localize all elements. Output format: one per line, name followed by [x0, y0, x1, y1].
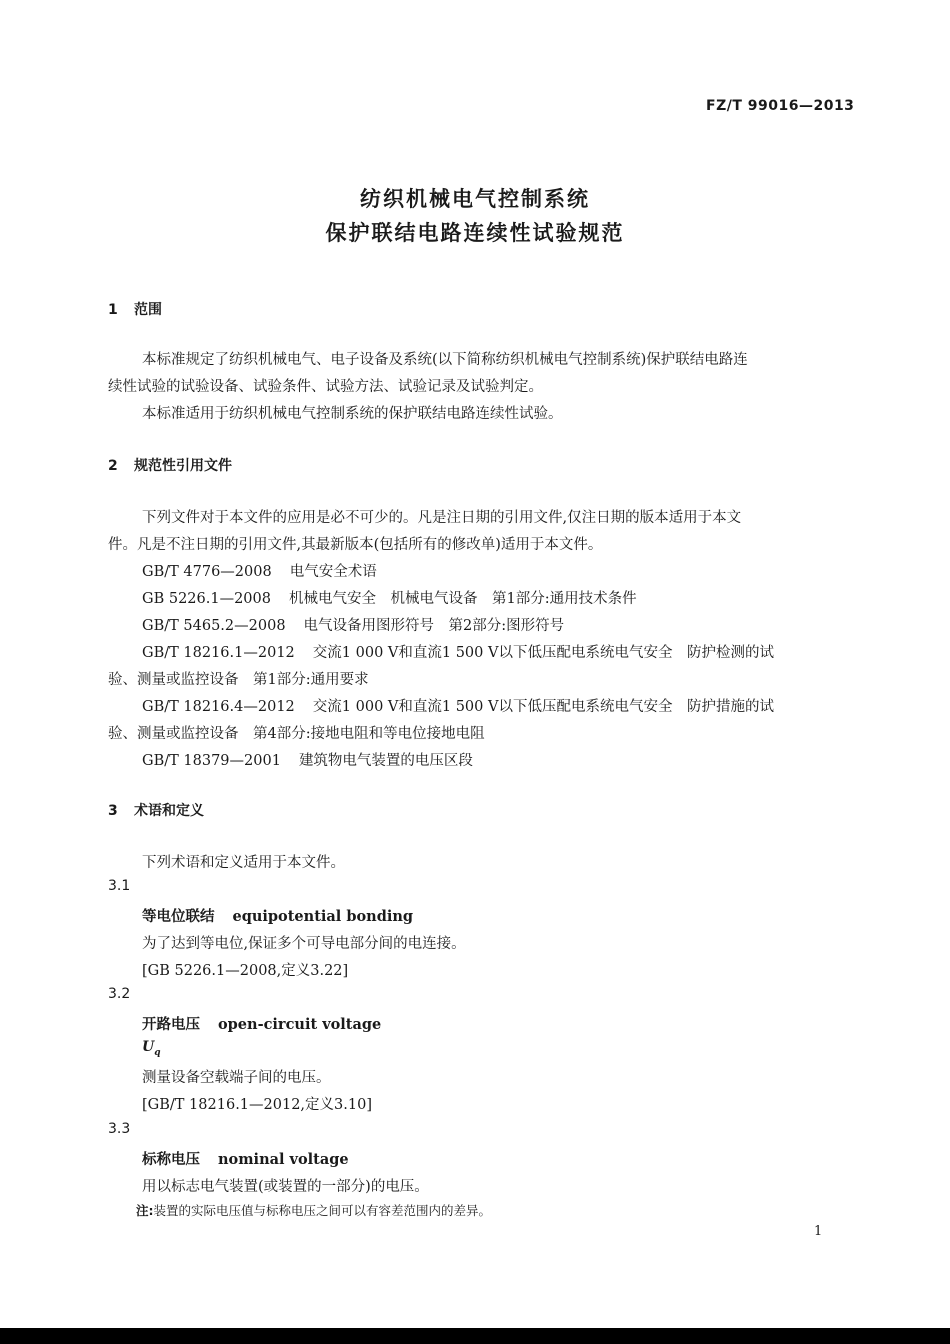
reference-item: [142, 641, 774, 662]
document-title-line-1: 纺织机械电气控制系统: [360, 187, 590, 211]
paragraph-line: 下列文件对于本文件的应用是必不可少的。凡是注日期的引用文件,仅注日期的版本适用于本文: [142, 510, 742, 526]
term-source: [GB 5226.1—2008,定义3.22]: [142, 963, 349, 979]
term-definition: 为了达到等电位,保证多个可导电部分间的电连接。: [142, 936, 466, 952]
reference-code: GB/T 18216.4—2012: [142, 699, 295, 715]
term-chinese: 开路电压: [142, 1017, 200, 1033]
term-english: nominal voltage: [218, 1151, 349, 1168]
section-3-heading: [108, 800, 204, 820]
reference-title: 建筑物电气装置的电压区段: [298, 753, 473, 769]
reference-title: 机械电气安全 机械电气设备 第1部分:通用技术条件: [289, 591, 637, 607]
reference-item: [142, 614, 564, 635]
section-title: 范围: [134, 302, 162, 318]
symbol-letter: U: [142, 1039, 155, 1055]
section-number: 1: [108, 302, 118, 318]
term-number: 3.3: [108, 1121, 131, 1137]
paragraph-line: 本标准规定了纺织机械电气、电子设备及系统(以下简称纺织机械电气控制系统)保护联结电路连: [142, 352, 748, 368]
reference-item: [142, 560, 377, 581]
paragraph-line: 件。凡是不注日期的引用文件,其最新版本(包括所有的修改单)适用于本文件。: [108, 537, 603, 553]
symbol-subscript: q: [154, 1047, 161, 1058]
section-1-heading: [108, 299, 162, 319]
reference-item: [142, 587, 637, 608]
term-definition: 用以标志电气装置(或装置的一部分)的电压。: [142, 1179, 429, 1195]
reference-code: GB 5226.1—2008: [142, 591, 271, 607]
note-text: 装置的实际电压值与标称电压之间可以有容差范围内的差异。: [153, 1203, 492, 1218]
term-heading: [142, 1148, 349, 1169]
page-number: 1: [814, 1224, 823, 1239]
reference-code: GB/T 5465.2—2008: [142, 618, 286, 634]
term-heading: [142, 905, 413, 926]
reference-continuation: 验、测量或监控设备 第1部分:通用要求: [108, 672, 369, 688]
reference-item: [142, 695, 774, 716]
paragraph-line: 本标准适用于纺织机械电气控制系统的保护联结电路连续性试验。: [142, 406, 563, 422]
document-title-line-2: 保护联结电路连续性试验规范: [325, 221, 625, 245]
term-english: open-circuit voltage: [218, 1016, 382, 1033]
section-number: 2: [108, 458, 118, 474]
term-symbol: [142, 1039, 161, 1058]
note-label: 注:: [136, 1203, 154, 1218]
reference-code: GB/T 4776—2008: [142, 564, 272, 580]
section-2-heading: [108, 455, 232, 475]
reference-title: 交流1 000 V和直流1 500 V以下低压配电系统电气安全 防护检测的试: [312, 645, 774, 661]
reference-title: 电气设备用图形符号 第2部分:图形符号: [303, 618, 565, 634]
term-number: 3.2: [108, 986, 131, 1002]
reference-title: 电气安全术语: [289, 564, 377, 580]
term-chinese: 标称电压: [142, 1152, 200, 1168]
paragraph-line: 下列术语和定义适用于本文件。: [142, 855, 345, 871]
reference-code: GB/T 18216.1—2012: [142, 645, 295, 661]
term-definition: 测量设备空载端子间的电压。: [142, 1070, 331, 1086]
reference-continuation: 验、测量或监控设备 第4部分:接地电阻和等电位接地电阻: [108, 726, 485, 742]
reference-code: GB/T 18379—2001: [142, 753, 281, 769]
term-english: equipotential bonding: [232, 908, 414, 925]
section-title: 术语和定义: [134, 803, 204, 819]
page-bottom-edge: [0, 1328, 950, 1344]
term-source: [GB/T 18216.1—2012,定义3.10]: [142, 1097, 372, 1113]
paragraph-line: 续性试验的试验设备、试验条件、试验方法、试验记录及试验判定。: [108, 379, 543, 395]
section-number: 3: [108, 803, 118, 819]
reference-title: 交流1 000 V和直流1 500 V以下低压配电系统电气安全 防护措施的试: [312, 699, 774, 715]
reference-item: [142, 749, 473, 770]
term-note: [136, 1201, 491, 1219]
term-chinese: 等电位联结: [142, 909, 215, 925]
standard-number: FZ/T 99016—2013: [706, 98, 855, 114]
term-heading: [142, 1013, 381, 1034]
term-number: 3.1: [108, 878, 131, 894]
section-title: 规范性引用文件: [134, 458, 232, 474]
